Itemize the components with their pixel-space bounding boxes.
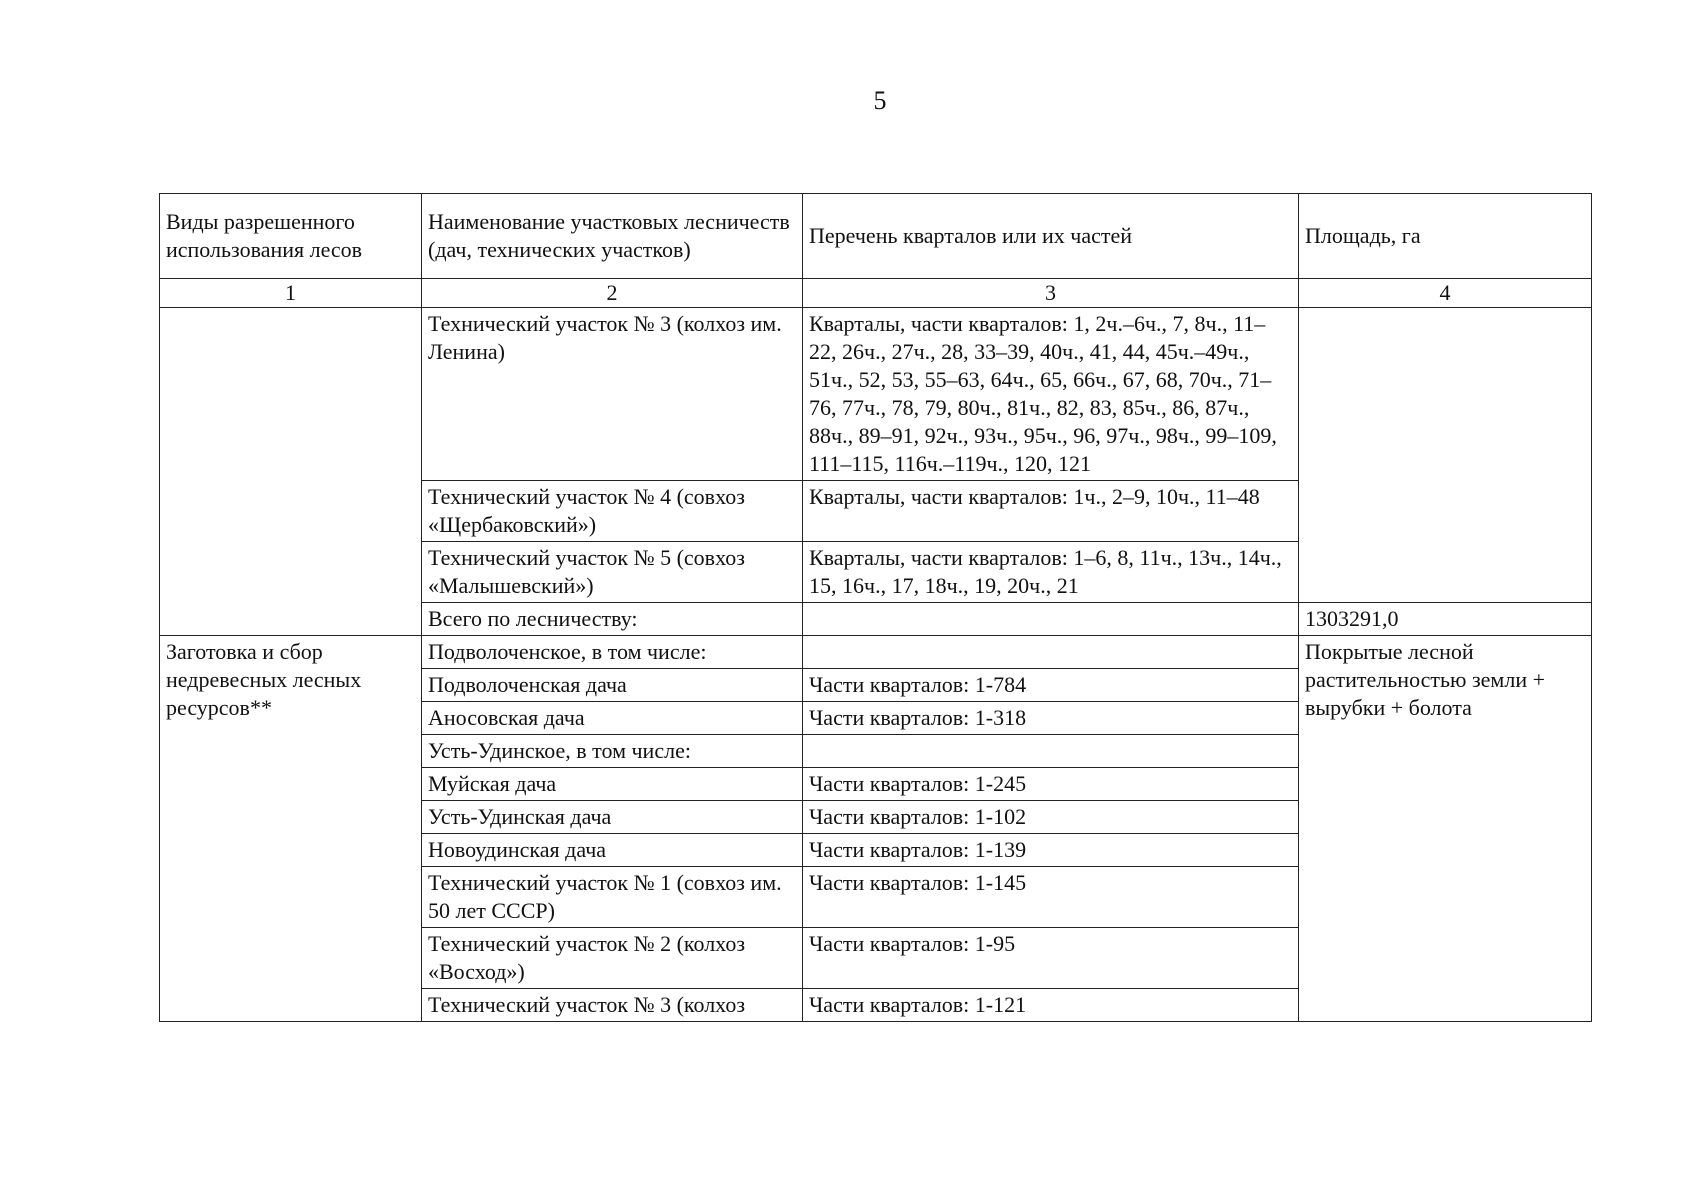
column-number-row	[160, 279, 1592, 308]
column-number: 1	[160, 279, 422, 308]
quarters-cell	[803, 603, 1299, 636]
header-area: Площадь, га	[1299, 194, 1592, 279]
forestry-name-cell: Всего по лесничеству:	[422, 603, 803, 636]
forestry-name-cell: Технический участок № 2 (колхоз «Восход»)	[422, 928, 803, 989]
use-type-cell-empty	[160, 308, 422, 636]
forestry-name-cell: Подволоченское, в том числе:	[422, 636, 803, 669]
quarters-cell: Части кварталов: 1-145	[803, 867, 1299, 928]
quarters-cell: Части кварталов: 1-102	[803, 801, 1299, 834]
quarters-cell: Кварталы, части кварталов: 1, 2ч.–6ч., 7, 8ч., 11–22, 26ч., 27ч., 28, 33–39, 40ч., 41, 44, 45ч.–49ч., 51ч., 52, 53, 55–63, 64ч., 65, 66ч., 67, 68, 70ч., 71–76, 77ч., 78, 79, 80ч., 81ч., 82, 83, 85ч., 86, 87ч., 88ч., 89–91, 92ч., 93ч., 95ч., 96, 97ч., 98ч., 99–109, 111–115, 116ч.–119ч., 120, 121	[803, 308, 1299, 481]
forestry-name-cell: Технический участок № 1 (совхоз им. 50 лет СССР)	[422, 867, 803, 928]
use-type-cell: Заготовка и сбор недревесных лесных ресурсов**	[160, 636, 422, 1022]
quarters-cell: Кварталы, части кварталов: 1–6, 8, 11ч., 13ч., 14ч., 15, 16ч., 17, 18ч., 19, 20ч., 21	[803, 542, 1299, 603]
forestry-name-cell: Муйская дача	[422, 768, 803, 801]
forestry-name-cell: Аносовская дача	[422, 702, 803, 735]
table-row	[160, 308, 1592, 481]
forestry-name-cell: Технический участок № 4 (совхоз «Щербаковский»)	[422, 481, 803, 542]
forestry-name-cell: Технический участок № 5 (совхоз «Малышевский»)	[422, 542, 803, 603]
forestry-name-cell: Подволоченская дача	[422, 669, 803, 702]
forestry-name-cell: Новоудинская дача	[422, 834, 803, 867]
forestry-name-cell: Технический участок № 3 (колхоз им. Ленина)	[422, 308, 803, 481]
quarters-cell: Кварталы, части кварталов: 1ч., 2–9, 10ч., 11–48	[803, 481, 1299, 542]
table-header-row	[160, 194, 1592, 279]
column-number: 4	[1299, 279, 1592, 308]
quarters-cell	[803, 735, 1299, 768]
area-total-cell: 1303291,0	[1299, 603, 1592, 636]
header-forestry-name: Наименование участковых лесничеств (дач, технических участков)	[422, 194, 803, 279]
column-number: 2	[422, 279, 803, 308]
area-cell: Покрытые лесной растительностью земли + вырубки + болота	[1299, 636, 1592, 1022]
area-cell-empty	[1299, 308, 1592, 603]
page-number: 5	[873, 86, 887, 115]
header-quarters: Перечень кварталов или их частей	[803, 194, 1299, 279]
forestry-name-cell: Технический участок № 3 (колхоз	[422, 989, 803, 1022]
quarters-cell: Части кварталов: 1-245	[803, 768, 1299, 801]
quarters-cell: Части кварталов: 1-139	[803, 834, 1299, 867]
forestry-name-cell: Усть-Удинское, в том числе:	[422, 735, 803, 768]
forestry-name-cell: Усть-Удинская дача	[422, 801, 803, 834]
quarters-cell: Части кварталов: 1-318	[803, 702, 1299, 735]
column-number: 3	[803, 279, 1299, 308]
quarters-cell: Части кварталов: 1-121	[803, 989, 1299, 1022]
forest-use-table	[159, 193, 1592, 1022]
quarters-cell	[803, 636, 1299, 669]
quarters-cell: Части кварталов: 1-784	[803, 669, 1299, 702]
header-use-type: Виды разрешенного использования лесов	[160, 194, 422, 279]
quarters-cell: Части кварталов: 1-95	[803, 928, 1299, 989]
table-row	[160, 636, 1592, 669]
